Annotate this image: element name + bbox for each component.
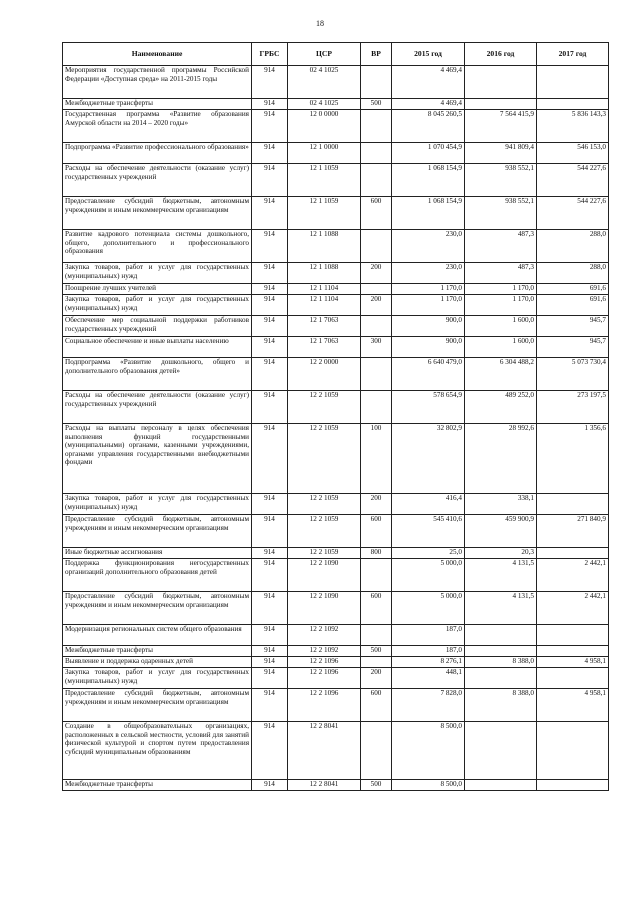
row-2017-cell [537,66,609,99]
row-2016-cell [465,668,537,689]
row-2016-cell [465,99,537,110]
row-vr-cell: 600 [361,689,392,722]
row-2016-cell: 938 552,1 [465,164,537,197]
row-2015-cell: 187,0 [392,646,465,657]
table-row [63,689,609,722]
row-csr-cell: 02 4 1025 [288,66,361,99]
row-name-cell: Межбюджетные трансферты [63,780,252,791]
row-grbs-cell: 914 [252,548,288,559]
row-name-cell: Предоставление субсидий бюджетным, автономным учреждениям и иным некоммерческим организациям [63,592,252,625]
row-grbs-cell: 914 [252,780,288,791]
header-grbs: ГРБС [252,43,288,66]
row-2017-cell [537,780,609,791]
table-row [63,110,609,143]
row-csr-cell: 12 2 8041 [288,722,361,780]
table-row [63,143,609,164]
row-vr-cell [361,66,392,99]
row-vr-cell [361,164,392,197]
row-2017-cell: 945,7 [537,337,609,358]
table-row [63,197,609,230]
row-grbs-cell: 914 [252,559,288,592]
row-2015-cell: 8 500,0 [392,722,465,780]
row-grbs-cell: 914 [252,164,288,197]
row-name-cell: Расходы на обеспечение деятельности (оказание услуг) государственных учреждений [63,391,252,424]
table-row [63,316,609,337]
budget-table [62,42,609,791]
row-2015-cell: 900,0 [392,316,465,337]
row-2016-cell: 459 900,9 [465,515,537,548]
page-number: 18 [316,19,324,28]
row-2017-cell: 2 442,1 [537,559,609,592]
header-csr: ЦСР [288,43,361,66]
row-vr-cell [361,657,392,668]
row-2017-cell: 1 356,6 [537,424,609,494]
row-2016-cell: 4 131,5 [465,559,537,592]
row-grbs-cell: 914 [252,143,288,164]
row-vr-cell [361,143,392,164]
row-vr-cell [361,110,392,143]
row-2017-cell [537,668,609,689]
row-2017-cell: 691,6 [537,295,609,316]
row-csr-cell: 02 4 1025 [288,99,361,110]
row-name-cell: Поддержка функционирования негосударственных организаций дополнительного образования детей [63,559,252,592]
row-name-cell: Подпрограмма «Развитие дошкольного, общего и дополнительного образования детей» [63,358,252,391]
row-csr-cell: 12 1 1104 [288,284,361,295]
row-csr-cell: 12 1 7063 [288,337,361,358]
row-2017-cell [537,494,609,515]
row-vr-cell [361,559,392,592]
row-grbs-cell: 914 [252,358,288,391]
row-csr-cell: 12 2 1059 [288,515,361,548]
row-grbs-cell: 914 [252,263,288,284]
row-2016-cell [465,722,537,780]
row-csr-cell: 12 2 0000 [288,358,361,391]
row-grbs-cell: 914 [252,625,288,646]
row-grbs-cell: 914 [252,515,288,548]
table-row [63,358,609,391]
row-2015-cell: 230,0 [392,263,465,284]
row-2017-cell: 546 153,0 [537,143,609,164]
row-2015-cell: 545 410,6 [392,515,465,548]
row-2017-cell: 5 836 143,3 [537,110,609,143]
row-csr-cell: 12 2 1092 [288,625,361,646]
row-name-cell: Социальное обеспечение и иные выплаты населению [63,337,252,358]
row-grbs-cell: 914 [252,657,288,668]
row-name-cell: Закупка товаров, работ и услуг для государственных (муниципальных) нужд [63,668,252,689]
row-name-cell: Подпрограмма «Развитие профессионального образования» [63,143,252,164]
row-grbs-cell: 914 [252,99,288,110]
row-vr-cell: 200 [361,263,392,284]
table-row [63,668,609,689]
row-name-cell: Обеспечение мер социальной поддержки работников государственных учреждений [63,316,252,337]
row-2015-cell: 578 654,9 [392,391,465,424]
row-grbs-cell: 914 [252,110,288,143]
row-vr-cell [361,316,392,337]
row-name-cell: Мероприятия государственной программы Российской Федерации «Доступная среда» на 2011-2015 годы [63,66,252,99]
row-2016-cell: 4 131,5 [465,592,537,625]
header-2015: 2015 год [392,43,465,66]
row-name-cell: Выявление и поддержка одаренных детей [63,657,252,668]
row-name-cell: Межбюджетные трансферты [63,99,252,110]
row-2015-cell: 900,0 [392,337,465,358]
row-vr-cell: 200 [361,494,392,515]
row-2015-cell: 1 068 154,9 [392,197,465,230]
table-row [63,66,609,99]
table-row [63,99,609,110]
row-vr-cell: 500 [361,646,392,657]
table-row [63,295,609,316]
row-csr-cell: 12 2 1092 [288,646,361,657]
row-2016-cell [465,780,537,791]
row-2015-cell: 25,0 [392,548,465,559]
row-2016-cell [465,646,537,657]
row-2015-cell: 4 469,4 [392,66,465,99]
row-2017-cell: 288,0 [537,263,609,284]
row-csr-cell: 12 2 1096 [288,689,361,722]
row-name-cell: Поощрение лучших учителей [63,284,252,295]
table-row [63,337,609,358]
table-row [63,230,609,263]
table-body [63,66,609,791]
row-2015-cell: 5 000,0 [392,559,465,592]
row-2015-cell: 4 469,4 [392,99,465,110]
row-grbs-cell: 914 [252,424,288,494]
row-vr-cell: 600 [361,592,392,625]
row-2016-cell [465,625,537,646]
row-2017-cell: 945,7 [537,316,609,337]
row-name-cell: Межбюджетные трансферты [63,646,252,657]
row-2015-cell: 7 828,0 [392,689,465,722]
table-row [63,284,609,295]
row-2015-cell: 8 045 260,5 [392,110,465,143]
row-2017-cell: 544 227,6 [537,164,609,197]
row-2016-cell: 489 252,0 [465,391,537,424]
row-grbs-cell: 914 [252,689,288,722]
header-row [63,43,609,66]
row-grbs-cell: 914 [252,284,288,295]
row-grbs-cell: 914 [252,646,288,657]
row-2015-cell: 8 500,0 [392,780,465,791]
row-2015-cell: 32 802,9 [392,424,465,494]
row-2016-cell: 487,3 [465,263,537,284]
row-vr-cell: 600 [361,197,392,230]
header-name: Наименование [63,43,252,66]
row-vr-cell [361,625,392,646]
row-2015-cell: 416,4 [392,494,465,515]
row-2016-cell: 1 170,0 [465,295,537,316]
row-2016-cell [465,66,537,99]
row-vr-cell [361,284,392,295]
row-2016-cell: 6 304 488,2 [465,358,537,391]
row-2017-cell [537,722,609,780]
row-name-cell: Расходы на выплаты персоналу в целях обеспечения выполнения функций государственными (муниципальными) органами, казенными учреждениями, органами управления государственными внебюджетными фондами [63,424,252,494]
row-csr-cell: 12 2 1090 [288,592,361,625]
row-2015-cell: 5 000,0 [392,592,465,625]
table-row [63,559,609,592]
row-csr-cell: 12 1 1059 [288,164,361,197]
row-vr-cell [361,391,392,424]
row-vr-cell [361,358,392,391]
row-name-cell: Закупка товаров, работ и услуг для государственных (муниципальных) нужд [63,295,252,316]
row-name-cell: Предоставление субсидий бюджетным, автономным учреждениям и иным некоммерческим организациям [63,197,252,230]
table-row [63,592,609,625]
row-2016-cell: 487,3 [465,230,537,263]
row-2016-cell: 1 600,0 [465,316,537,337]
row-csr-cell: 12 2 1090 [288,559,361,592]
row-2017-cell: 691,6 [537,284,609,295]
row-csr-cell: 12 1 1088 [288,230,361,263]
row-csr-cell: 12 2 1059 [288,424,361,494]
row-2016-cell: 1 600,0 [465,337,537,358]
table-row [63,515,609,548]
row-grbs-cell: 914 [252,494,288,515]
row-vr-cell: 200 [361,668,392,689]
row-name-cell: Закупка товаров, работ и услуг для государственных (муниципальных) нужд [63,494,252,515]
row-2015-cell: 187,0 [392,625,465,646]
row-grbs-cell: 914 [252,66,288,99]
row-2017-cell [537,548,609,559]
row-2017-cell [537,625,609,646]
row-2016-cell: 8 388,0 [465,689,537,722]
row-csr-cell: 12 1 1088 [288,263,361,284]
table-row [63,646,609,657]
row-2017-cell [537,646,609,657]
row-2015-cell: 1 070 454,9 [392,143,465,164]
table-row [63,263,609,284]
row-grbs-cell: 914 [252,197,288,230]
row-2016-cell: 338,1 [465,494,537,515]
table-row [63,780,609,791]
row-grbs-cell: 914 [252,295,288,316]
row-csr-cell: 12 2 1059 [288,494,361,515]
header-2017: 2017 год [537,43,609,66]
table-row [63,625,609,646]
row-vr-cell: 200 [361,295,392,316]
row-name-cell: Модернизация региональных систем общего образования [63,625,252,646]
row-csr-cell: 12 1 1059 [288,197,361,230]
row-grbs-cell: 914 [252,391,288,424]
row-csr-cell: 12 1 1104 [288,295,361,316]
row-vr-cell: 300 [361,337,392,358]
row-csr-cell: 12 2 1059 [288,548,361,559]
row-grbs-cell: 914 [252,230,288,263]
row-grbs-cell: 914 [252,337,288,358]
row-grbs-cell: 914 [252,316,288,337]
row-vr-cell [361,230,392,263]
table-row [63,657,609,668]
row-2016-cell: 28 992,6 [465,424,537,494]
row-vr-cell: 600 [361,515,392,548]
row-csr-cell: 12 0 0000 [288,110,361,143]
row-2017-cell [537,99,609,110]
row-2016-cell: 7 564 415,9 [465,110,537,143]
row-2017-cell: 4 958,1 [537,689,609,722]
row-2016-cell: 941 809,4 [465,143,537,164]
table-row [63,494,609,515]
row-vr-cell: 500 [361,99,392,110]
row-2016-cell: 8 388,0 [465,657,537,668]
row-name-cell: Государственная программа «Развитие образования Амурской области на 2014 – 2020 годы» [63,110,252,143]
row-name-cell: Закупка товаров, работ и услуг для государственных (муниципальных) нужд [63,263,252,284]
row-csr-cell: 12 2 1059 [288,391,361,424]
row-2015-cell: 230,0 [392,230,465,263]
row-name-cell: Расходы на обеспечение деятельности (оказание услуг) государственных учреждений [63,164,252,197]
table-row [63,391,609,424]
row-2016-cell: 1 170,0 [465,284,537,295]
row-2017-cell: 271 840,9 [537,515,609,548]
row-vr-cell: 500 [361,780,392,791]
row-grbs-cell: 914 [252,592,288,625]
row-csr-cell: 12 1 0000 [288,143,361,164]
row-2015-cell: 1 068 154,9 [392,164,465,197]
row-2015-cell: 1 170,0 [392,295,465,316]
row-name-cell: Создание в общеобразовательных организациях, расположенных в сельской местности, условий для занятий физической культурой и спортом путем предоставления субсидий муниципальным образованиям [63,722,252,780]
table-row [63,424,609,494]
row-name-cell: Развитие кадрового потенциала системы дошкольного, общего, дополнительного и профессионального образования [63,230,252,263]
row-2015-cell: 6 640 479,0 [392,358,465,391]
row-2017-cell: 5 073 730,4 [537,358,609,391]
row-grbs-cell: 914 [252,722,288,780]
row-csr-cell: 12 1 7063 [288,316,361,337]
row-grbs-cell: 914 [252,668,288,689]
row-csr-cell: 12 2 1096 [288,657,361,668]
header-vr: ВР [361,43,392,66]
row-2017-cell: 2 442,1 [537,592,609,625]
row-2015-cell: 1 170,0 [392,284,465,295]
row-2017-cell: 273 197,5 [537,391,609,424]
row-2016-cell: 938 552,1 [465,197,537,230]
header-2016: 2016 год [465,43,537,66]
row-vr-cell: 800 [361,548,392,559]
row-2017-cell: 288,0 [537,230,609,263]
row-2015-cell: 448,1 [392,668,465,689]
row-name-cell: Предоставление субсидий бюджетным, автономным учреждениям и иным некоммерческим организациям [63,689,252,722]
row-name-cell: Иные бюджетные ассигнования [63,548,252,559]
table-row [63,548,609,559]
table-row [63,722,609,780]
row-vr-cell [361,722,392,780]
row-2017-cell: 4 958,1 [537,657,609,668]
row-name-cell: Предоставление субсидий бюджетным, автономным учреждениям и иным некоммерческим организациям [63,515,252,548]
row-csr-cell: 12 2 1096 [288,668,361,689]
row-csr-cell: 12 2 8041 [288,780,361,791]
row-2015-cell: 8 276,1 [392,657,465,668]
row-2017-cell: 544 227,6 [537,197,609,230]
row-2016-cell: 20,3 [465,548,537,559]
row-vr-cell: 100 [361,424,392,494]
table-row [63,164,609,197]
